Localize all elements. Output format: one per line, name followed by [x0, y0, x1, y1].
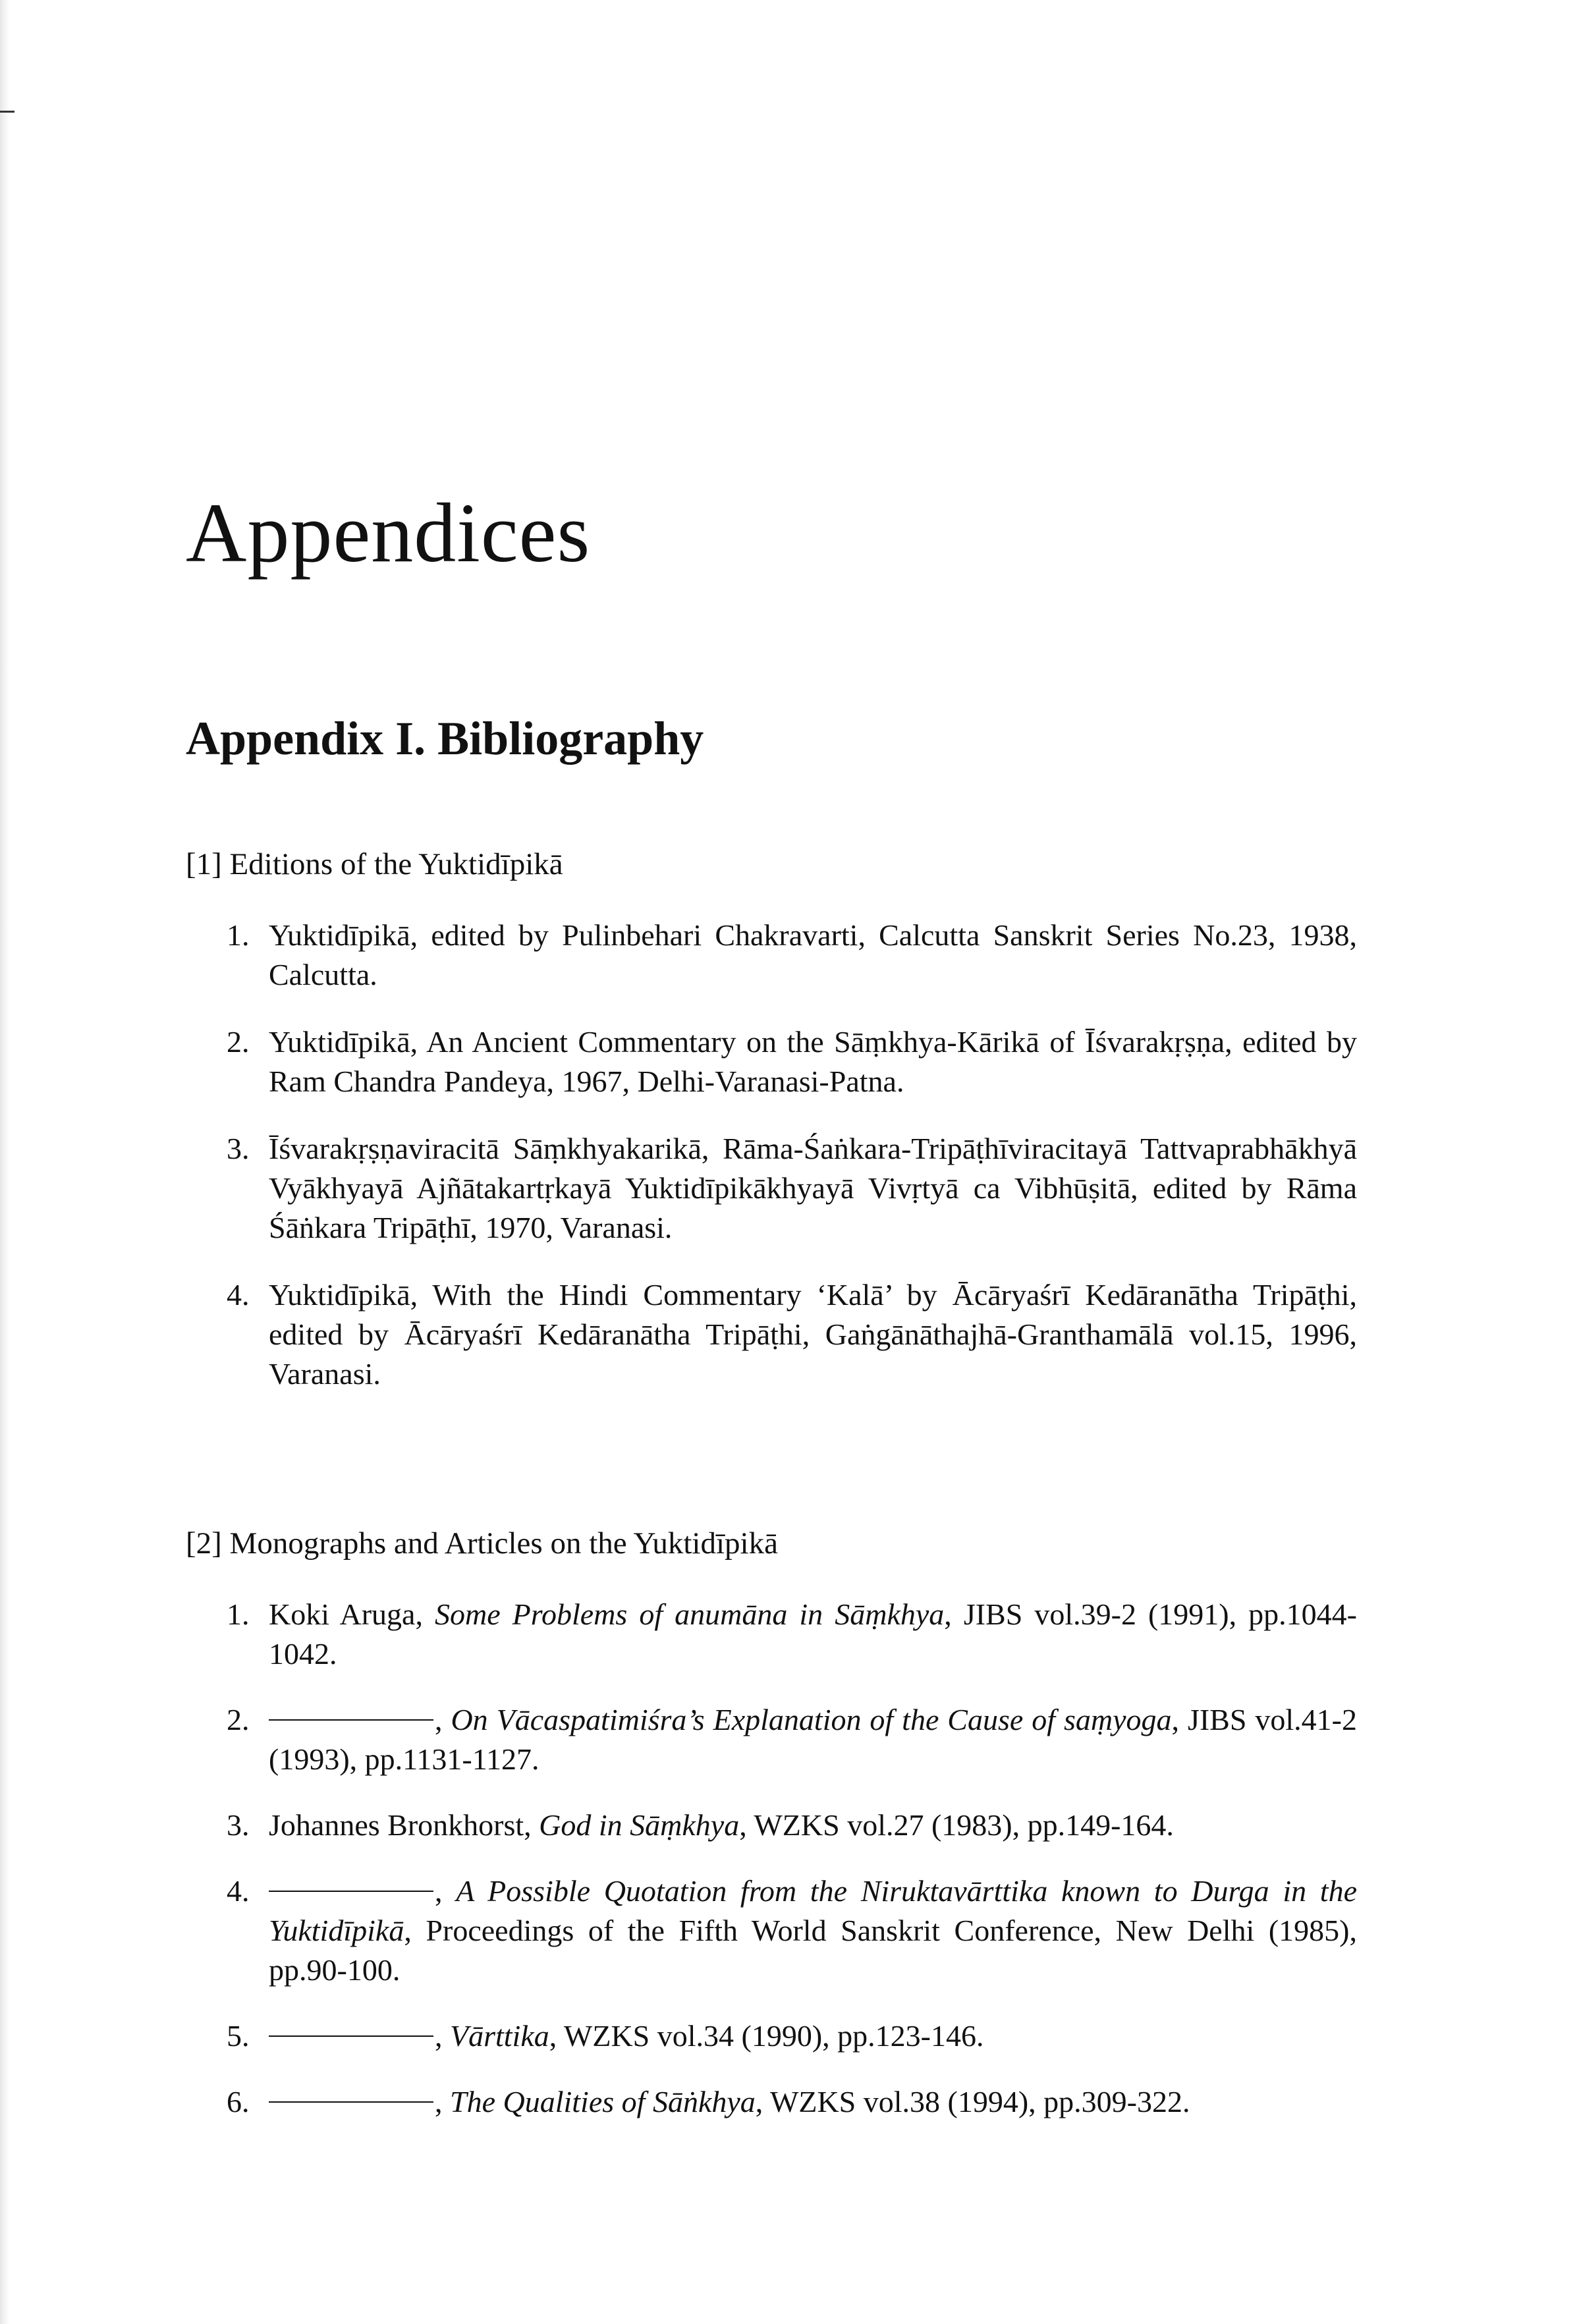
list-item: [186, 2082, 1357, 2122]
entry-number: 4.: [227, 1278, 250, 1312]
ditto-dash: [269, 2035, 433, 2037]
editions-list: [186, 916, 1358, 1394]
section-heading-editions: [1] Editions of the Yuktidīpikā: [186, 847, 563, 881]
entry-number: 2.: [227, 1025, 250, 1059]
ditto-dash: [269, 2101, 433, 2103]
section-monographs: [186, 1524, 1358, 2122]
entry-author: ,: [435, 1874, 456, 1908]
entry-number: 2.: [227, 1703, 250, 1736]
entry-number: 5.: [227, 2019, 250, 2053]
ditto-dash: [269, 1719, 433, 1721]
entry-text: Yuktidīpikā, With the Hindi Commentary ‘Kalā’ by Ācāryaśrī Kedāranātha Tripāṭhi, edited by Ācāryaśrī Kedāranātha Tripāṭhi, Gaṅgānāthajhā-Granthamālā vol.15, 1996, Varanasi.: [269, 1278, 1357, 1391]
list-item: [186, 1700, 1357, 1779]
list-item: [186, 1595, 1357, 1674]
list-item: [186, 1871, 1357, 1990]
entry-number: 1.: [227, 1597, 250, 1631]
entry-author: ,: [435, 1703, 451, 1736]
scan-edge-shadow: [0, 0, 9, 2324]
entry-title: Some Problems of anumāna in Sāṃkhya: [435, 1597, 945, 1631]
monographs-list: [186, 1595, 1358, 2122]
list-item: [186, 1129, 1357, 1248]
entry-details: , JIBS vol.39-2 (1991), pp.1044-1042.: [269, 1597, 1357, 1671]
section-editions: [186, 844, 1358, 1394]
page-title: Appendices: [186, 486, 591, 580]
scan-edge-mark: [0, 111, 14, 113]
ditto-dash: [269, 1891, 433, 1892]
entry-details: , WZKS vol.27 (1983), pp.149-164.: [739, 1808, 1174, 1842]
entry-text: Yuktidīpikā, An Ancient Commentary on the Sāṃkhya-Kārikā of Īśvarakṛṣṇa, edited by Ram Chandra Pandeya, 1967, Delhi-Varanasi-Patna.: [269, 1025, 1357, 1098]
entry-title: The Qualities of Sāṅkhya: [450, 2085, 756, 2118]
entry-title: On Vācaspatimiśra’s Explanation of the Cause of saṃyoga: [451, 1703, 1172, 1736]
entry-title: A Possible Quotation from the Niruktavārttika known to Durga in the Yuktidīpikā: [269, 1874, 1357, 1947]
entry-number: 3.: [227, 1808, 250, 1842]
list-item: [186, 916, 1357, 995]
list-item: [186, 1275, 1357, 1394]
entry-author: ,: [435, 2019, 450, 2053]
entry-author: Johannes Bronkhorst,: [269, 1808, 540, 1842]
entry-details: , JIBS vol.41-2 (1993), pp.1131-1127.: [269, 1703, 1357, 1776]
entry-number: 1.: [227, 918, 250, 952]
entry-author: ,: [435, 2085, 450, 2118]
entry-title: God in Sāṃkhya: [539, 1808, 740, 1842]
entry-details: , WZKS vol.38 (1994), pp.309-322.: [755, 2085, 1190, 2118]
entry-author: Koki Aruga,: [269, 1597, 435, 1631]
list-item: [186, 2016, 1357, 2056]
list-item: [186, 1806, 1357, 1845]
entry-number: 6.: [227, 2085, 250, 2118]
section-heading-monographs: [2] Monographs and Articles on the Yuktidīpikā: [186, 1526, 778, 1561]
entry-number: 3.: [227, 1132, 250, 1165]
entry-text: Yuktidīpikā, edited by Pulinbehari Chakravarti, Calcutta Sanskrit Series No.23, 1938, Calcutta.: [269, 918, 1357, 991]
list-item: [186, 1022, 1357, 1101]
entry-details: , Proceedings of the Fifth World Sanskrit Conference, New Delhi (1985), pp.90-100.: [269, 1914, 1357, 1987]
entry-text: Īśvarakṛṣṇaviracitā Sāṃkhyakarikā, Rāma-Śaṅkara-Tripāṭhīviracitayā Tattvaprabhākhyā Vyākhyayā Ajñātakartṛkayā Yuktidīpikākhyayā Vivṛtyā ca Vibhūṣitā, edited by Rāma Śāṅkara Tripāṭhī, 1970, Varanasi.: [269, 1132, 1357, 1244]
entry-title: Vārttika: [450, 2019, 549, 2053]
entry-number: 4.: [227, 1874, 250, 1908]
appendix-heading: Appendix I. Bibliography: [186, 712, 704, 765]
entry-details: , WZKS vol.34 (1990), pp.123-146.: [549, 2019, 984, 2053]
